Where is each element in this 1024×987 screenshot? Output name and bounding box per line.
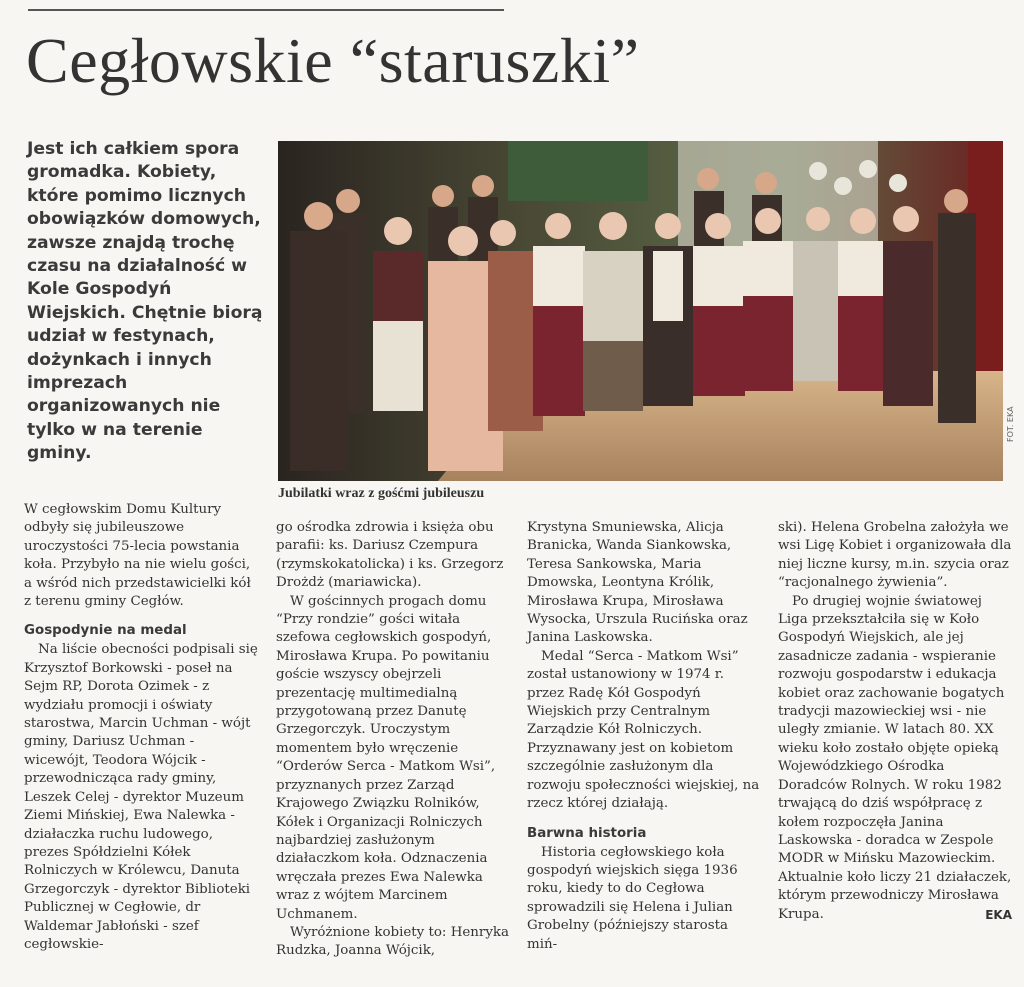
article-column-3 [527,519,761,954]
headline: Cegłowskie “staruszki” [26,25,640,96]
top-rule [28,9,504,11]
lead-paragraph: Jest ich całkiem spora gromadka. Kobiety, które pomimo licznych obowiązków domowych, zawsze znajdą trochę czasu na działalność w Kole Gospodyń Wiejskich. Chętnie biorą udział w festynach, dożynkach i innych imprezach organizowanych nie tylko w na terenie gminy. [27,139,263,464]
article-paragraph: Krystyna Smuniewska, Alicja Branicka, Wanda Siankowska, Teresa Sankowska, Maria Dmowska, Leontyna Królik, Mirosława Krupa, Mirosława Wysocka, Urszula Rucińska oraz Janina Laskowska. [527,520,748,646]
photo-credit: FOT. EKA [1006,406,1015,442]
article-paragraph [778,593,1012,924]
article-column-4 [778,519,1012,924]
article-text: Po drugiej wojnie światowej Liga przekształciła się w Koło Gospodyń Wiejskich, ale jej zasadnicze zadania - wspieranie rozwoju gospodarstw i edukacja kobiet oraz zachowanie bogatych tradycji mazowieckiej wsi - nie uległy zmianie. W latach 80. XX wieku koło zostało objęte opieką Wojewódzkiego Ośrodka Doradców Rolnych. W roku 1982 trwającą do dziś współpracę z kołem rozpoczęła Janina Laskowska - doradca w Zespole MODR w Mińsku Mazowieckim. Aktualnie koło liczy 21 działaczek, którym przewodniczy Mirosława Krupa. [778,593,1012,922]
photo-caption: Jubilatki wraz z gośćmi jubileuszu [278,486,485,501]
article-paragraph: W cegłowskim Domu Kultury odbyły się jubileuszowe uroczystości 75-lecia powstania koła. Przybyło na nie wielu gości, a wśród nich przedstawicielki kół z terenu gminy Cegłów. [24,502,251,610]
article-paragraph: Medal “Serca - Matkom Wsi” został ustanowiony w 1974 r. przez Radę Kół Gospodyń Wiejskich przy Centralnym Zarządzie Kół Rolniczych. Przyznawany jest on kobietom szczególnie zasłużonym dla rozwoju społeczności wiejskiej, na rzecz której działają. [527,648,760,812]
group-photo-illustration [278,141,1003,481]
article-paragraph: Na liście obecności podpisali się Krzysztof Borkowski - poseł na Sejm RP, Dorota Ozimek - z wydziału promocji i oświaty starostwa, Marcin Uchman - wójt gminy, Dariusz Uchman - wicewójt, Teodora Wójcik - przewodnicząca rady gminy, Leszek Celej - dyrektor Muzeum Ziemi Mińskiej, Ewa Nalewka - działaczka ruchu ludowego, prezes Spółdzielni Kółek Rolniczych w Królewcu, Danuta Grzegorczyk - dyrektor Biblioteki Publicznej w Cegłowie, dr Waldemar Jabłoński - szef cegłowskie- [24,642,258,952]
article-paragraph: go ośrodka zdrowia i księża obu parafii: ks. Dariusz Czempura (rzymskokatolicka) i ks. Grzegorz Drożdż (mariawicka). [276,520,504,591]
section-heading-gospodynie: Gospodynie na medal [24,623,187,639]
article-column-1 [24,501,258,954]
group-photo [278,141,1003,481]
article-paragraph: ski). Helena Grobelna założyła we wsi Ligę Kobiet i organizowała dla niej liczne kursy, m.in. szycia oraz “racjonalnego żywienia”. [778,520,1012,591]
section-heading-historia: Barwna historia [527,825,647,841]
article-paragraph: Wyróżnione kobiety to: Henryka Rudzka, Joanna Wójcik, [276,924,509,959]
article-paragraph: Historia cegłowskiego koła gospodyń wiejskich sięga 1936 roku, kiedy to do Cegłowa sprowadzili się Helena i Julian Grobelny (późniejszy starosta miń- [527,844,738,952]
article-paragraph: W gościnnych progach domu “Przy rondzie” gości witała szefowa cegłowskich gospodyń, Mirosława Krupa. Po powitaniu goście wszyscy obejrzeli prezentację multimedialną przygotowaną przez Danutę Grzegorczyk. Uroczystym momentem było wręczenie “Orderów Serca - Matkom Wsi”, przyznanych przez Zarząd Krajowego Związku Rolników, Kółek i Organizacji Rolniczych najbardziej zasłużonym działaczkom koła. Odznaczenia wręczała prezes Ewa Nalewka wraz z wójtem Marcinem Uchmanem. [276,593,496,922]
article-column-2 [276,519,510,961]
author-signature: EKA [985,907,1012,922]
